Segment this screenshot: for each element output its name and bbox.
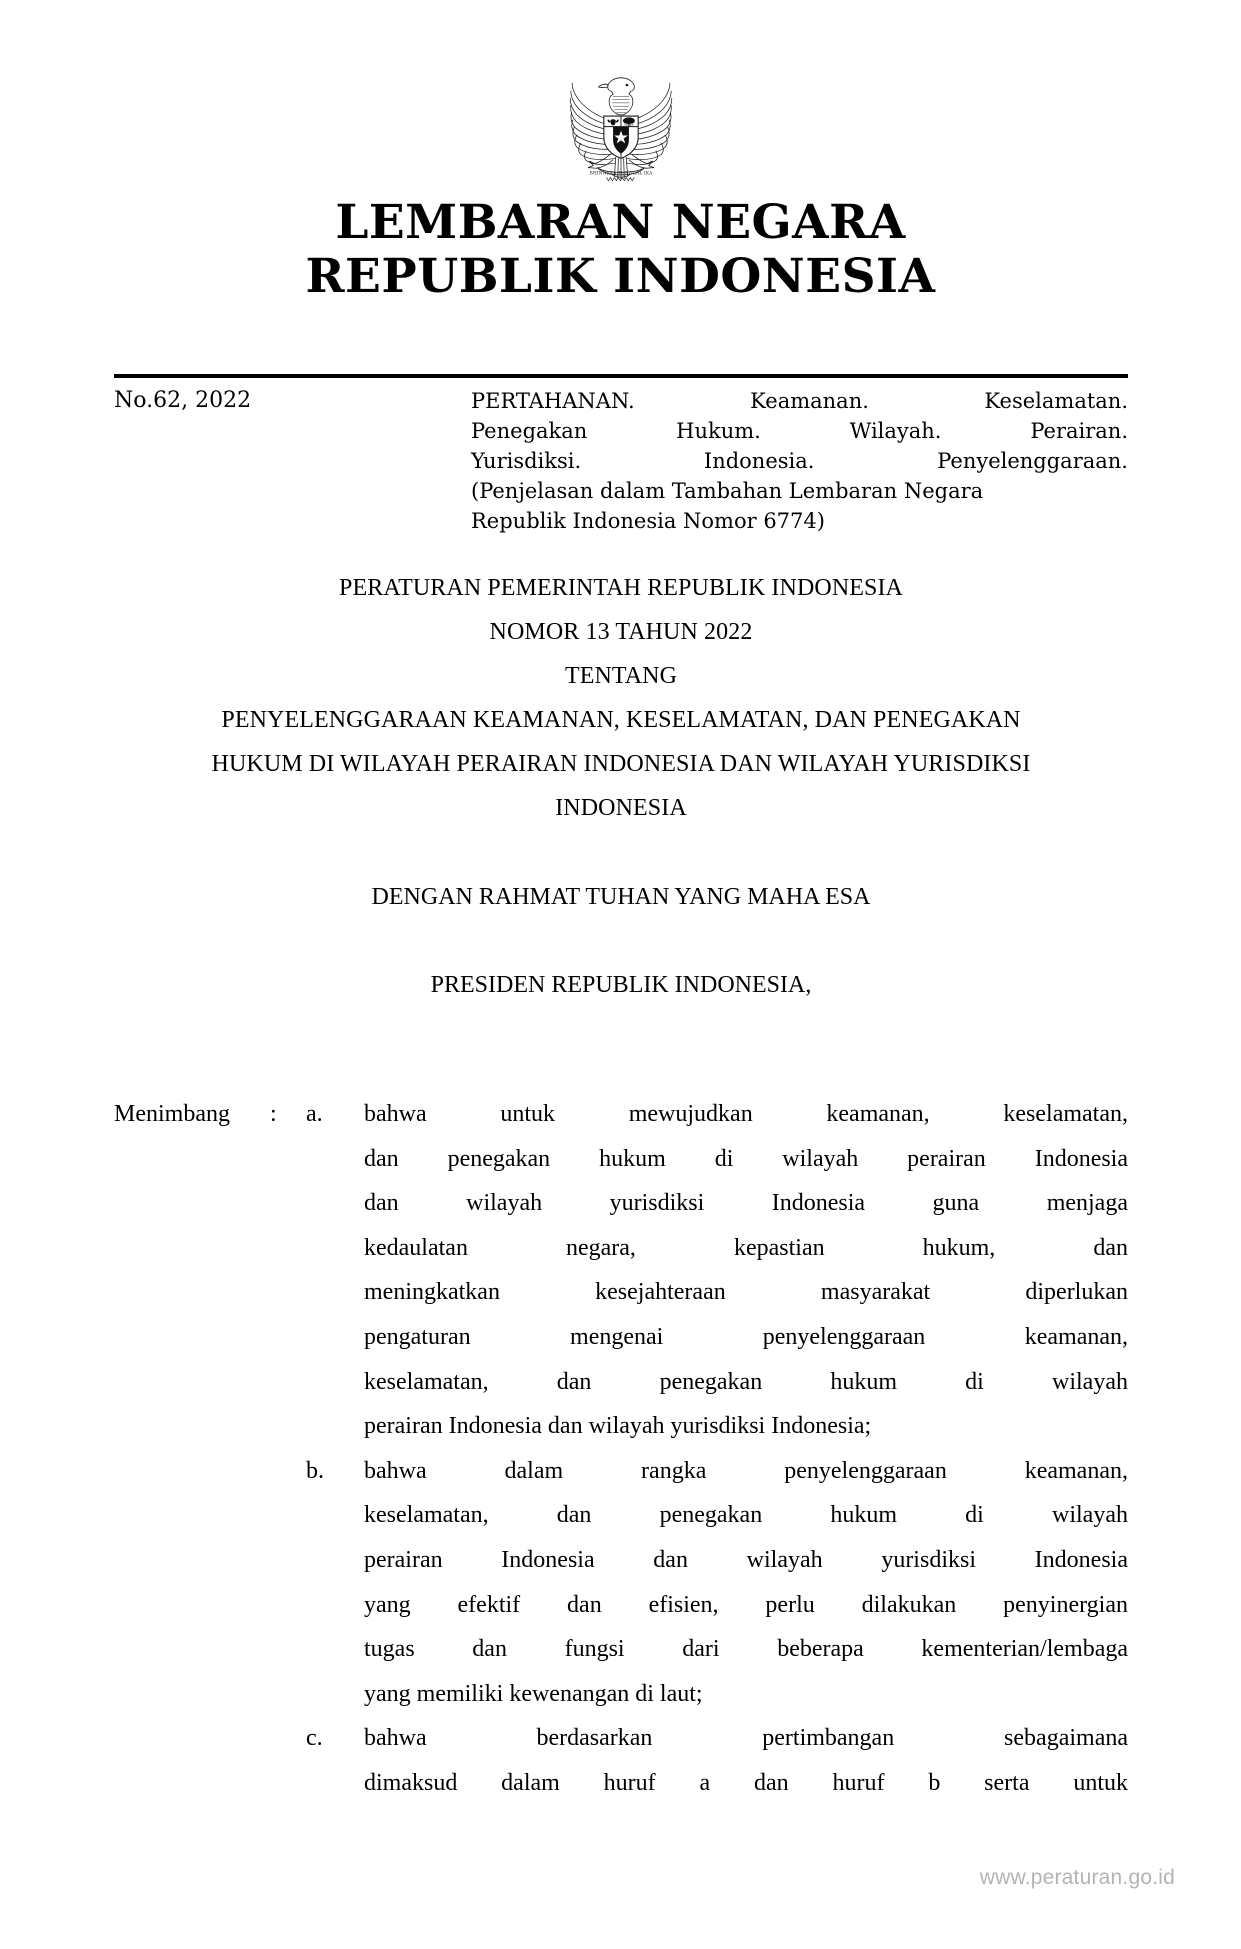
- considering-marker-a: a.: [306, 1101, 323, 1127]
- considering-text-line: keselamatan, dan penegakan hukum di wilayah: [364, 1502, 1128, 1529]
- considering-marker-b: b.: [306, 1457, 324, 1484]
- considering-colon: :: [270, 1101, 277, 1127]
- keyword-line: Yurisdiksi. Indonesia. Penyelenggaraan.: [471, 449, 1128, 473]
- considering-item-b: [114, 1449, 1128, 1717]
- considering-text-line: yang memiliki kewenangan di laut;: [364, 1680, 703, 1707]
- considering-text-line: tugas dan fungsi dari beberapa kementerian/lembaga: [364, 1636, 1128, 1663]
- considering-text-line: yang efektif dan efisien, perlu dilakukan penyinergian: [364, 1591, 1128, 1618]
- considering-text-line: bahwa berdasarkan pertimbangan sebagaimana: [364, 1725, 1128, 1752]
- garuda-pancasila-emblem: [555, 58, 687, 190]
- considering-text-line: dan wilayah yurisdiksi Indonesia guna menjaga: [364, 1190, 1128, 1217]
- keyword-line: Republik Indonesia Nomor 6774): [471, 509, 825, 533]
- considering-text-line: kedaulatan negara, kepastian hukum, dan: [364, 1234, 1128, 1261]
- considering-text-line: dan penegakan hukum di wilayah perairan Indonesia: [364, 1145, 1128, 1172]
- title-line-number-year: NOMOR 13 TAHUN 2022: [489, 619, 753, 645]
- considering-text-line: bahwa dalam rangka penyelenggaraan keamanan,: [364, 1457, 1128, 1484]
- title-line-subject-2: HUKUM DI WILAYAH PERAIRAN INDONESIA DAN WILAYAH YURISDIKSI: [211, 751, 1031, 777]
- preamble-signatory: PRESIDEN REPUBLIK INDONESIA,: [430, 972, 812, 998]
- keyword-line: Penegakan Hukum. Wilayah. Perairan.: [471, 419, 1128, 443]
- considering-text-line: meningkatkan kesejahteraan masyarakat diperlukan: [364, 1279, 1128, 1306]
- considering-text-line: perairan Indonesia dan wilayah yurisdiksi Indonesia: [364, 1546, 1128, 1573]
- masthead-line-2: REPUBLIK INDONESIA: [305, 249, 936, 304]
- header-divider-rule: [114, 374, 1128, 378]
- keyword-line: (Penjelasan dalam Tambahan Lembaran Negara: [471, 479, 984, 503]
- svg-text:BHINNEKA TUNGGAL IKA: BHINNEKA TUNGGAL IKA: [589, 171, 652, 177]
- considering-body-b: [364, 1449, 1128, 1717]
- considering-item-c: [114, 1716, 1128, 1805]
- title-line-subject-3: INDONESIA: [555, 795, 687, 821]
- considering-text-line: dimaksud dalam huruf a dan huruf b serta untuk: [364, 1769, 1128, 1796]
- considering-text-line: bahwa untuk mewujudkan keamanan, keselamatan,: [364, 1101, 1128, 1127]
- considering-marker-c: c.: [306, 1725, 323, 1752]
- considering-text-line: pengaturan mengenai penyelenggaraan keamanan,: [364, 1323, 1128, 1350]
- header-meta-row: [114, 386, 1128, 536]
- title-line-subject-1: PENYELENGGARAAN KEAMANAN, KESELAMATAN, DAN PENEGAKAN: [221, 707, 1021, 733]
- considering-section: [114, 1092, 1128, 1806]
- masthead: [0, 196, 1241, 304]
- considering-body-a: [364, 1092, 1128, 1449]
- regulation-title-block: [114, 566, 1128, 830]
- subject-keywords: [471, 386, 1128, 536]
- considering-text-line: keselamatan, dan penegakan hukum di wilayah: [364, 1368, 1128, 1395]
- footer-watermark: www.peraturan.go.id: [979, 1866, 1175, 1889]
- title-line-tentang: TENTANG: [564, 663, 678, 689]
- keyword-line: PERTAHANAN. Keamanan. Keselamatan.: [471, 389, 1128, 413]
- gazette-number: No.62, 2022: [114, 388, 252, 413]
- preamble-blessing: DENGAN RAHMAT TUHAN YANG MAHA ESA: [371, 884, 871, 910]
- considering-text-line: perairan Indonesia dan wilayah yurisdiksi Indonesia;: [364, 1413, 872, 1440]
- considering-item-a: [114, 1092, 1128, 1449]
- considering-body-c: [364, 1716, 1128, 1805]
- considering-label: Menimbang: [114, 1101, 230, 1127]
- masthead-line-1: LEMBARAN NEGARA: [335, 195, 906, 250]
- emblem-container: [0, 58, 1241, 190]
- title-line-regulation-type: PERATURAN PEMERINTAH REPUBLIK INDONESIA: [339, 575, 903, 601]
